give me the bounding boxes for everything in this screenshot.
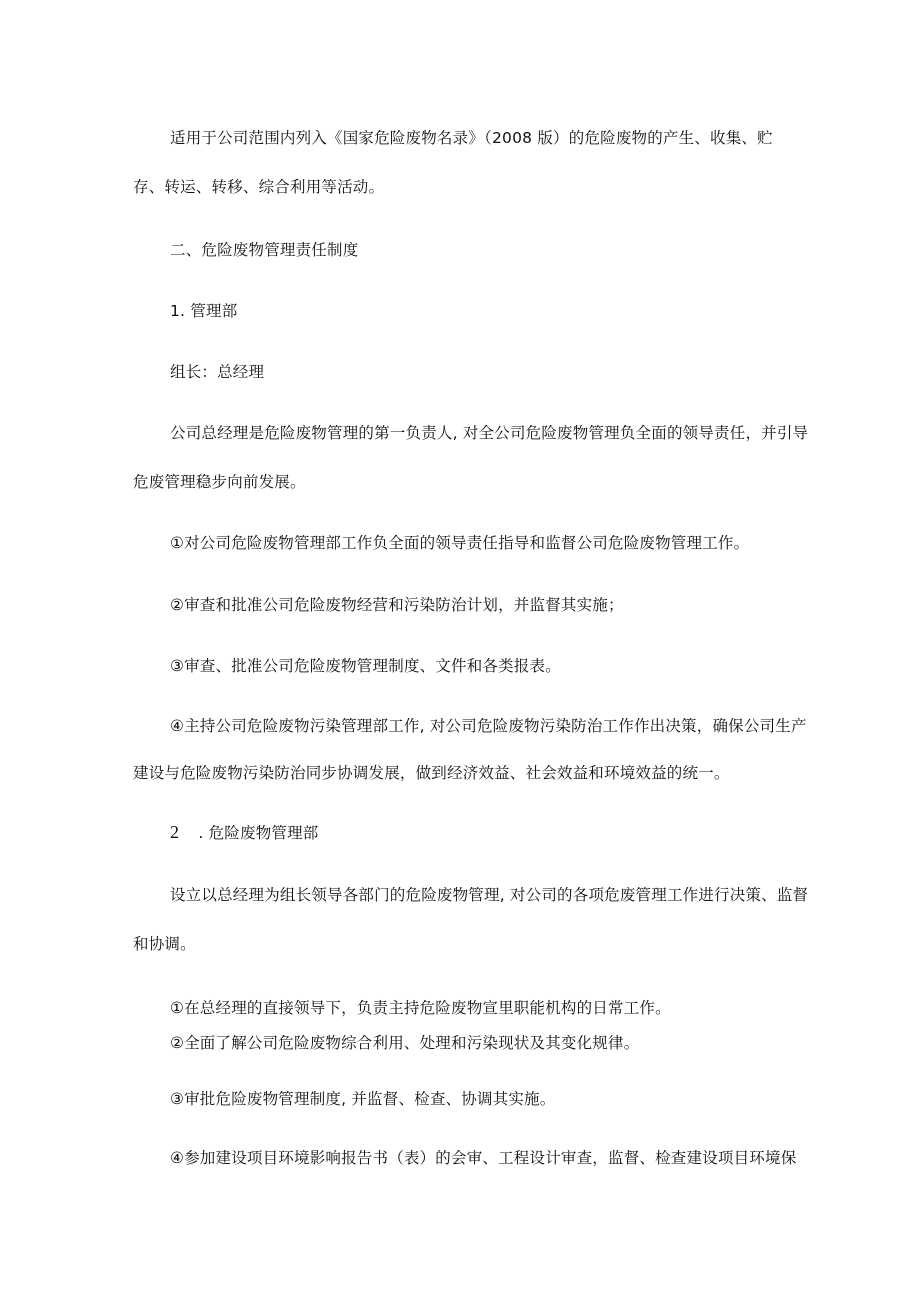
- section-2-title: 二、危险废物管理责任制度: [170, 241, 359, 259]
- gm-item-3: ③审查、批准公司危险废物管理制度、文件和各类报表。: [170, 657, 561, 675]
- gm-paragraph-line-2: 危废管理稳步向前发展。: [133, 473, 306, 491]
- dept-paragraph-line-1: 设立以总经理为组长领导各部门的危险废物管理, 对公司的各项危废管理工作进行决策、监督: [170, 886, 809, 904]
- scope-paragraph-line-2: 存、转运、转移、综合利用等活动。: [133, 178, 385, 196]
- gm-item-1: ①对公司危险废物管理部工作负全面的领导责任指导和监督公司危险废物管理工作。: [170, 534, 750, 552]
- dept-paragraph-line-2: 和协调。: [133, 935, 196, 953]
- gm-paragraph-line-1: 公司总经理是危险废物管理的第一负责人, 对全公司危险废物管理负全面的领导责任，并引导: [170, 424, 809, 442]
- gm-item-4-line-2: 建设与危险废物污染防治同步协调发展，做到经济效益、社会效益和环境效益的统一。: [133, 764, 730, 782]
- subsection-2-title: [170, 822, 803, 843]
- leader-line: 组长：总经理: [170, 363, 265, 381]
- dept-item-4: ④参加建设项目环境影响报告书（表）的会审、工程设计审查，监督、检查建设项目环境保: [170, 1149, 797, 1167]
- gm-item-4-line-1: ④主持公司危险废物污染管理部工作, 对公司危险废物污染防治工作作出决策，确保公司生产: [170, 717, 807, 735]
- dept-item-2: ②全面了解公司危险废物综合利用、处理和污染现状及其变化规律。: [170, 1034, 640, 1052]
- subsection-1-title: 1. 管理部: [170, 302, 238, 320]
- subsection-2-label: . 危险废物管理部: [198, 824, 319, 842]
- scope-paragraph-line-1: 适用于公司范围内列入《国家危险废物名录》（2008 版）的危险废物的产生、收集、贮: [170, 129, 773, 147]
- dept-item-1: ①在总经理的直接领导下，负责主持危险废物宣里职能机构的日常工作。: [170, 999, 671, 1017]
- subsection-2-number: 2: [170, 822, 180, 842]
- gm-item-2: ②审查和批准公司危险废物经营和污染防治计划，并监督其实施；: [170, 596, 624, 614]
- dept-item-3: ③审批危险废物管理制度, 并监督、检查、协调其实施。: [170, 1090, 556, 1108]
